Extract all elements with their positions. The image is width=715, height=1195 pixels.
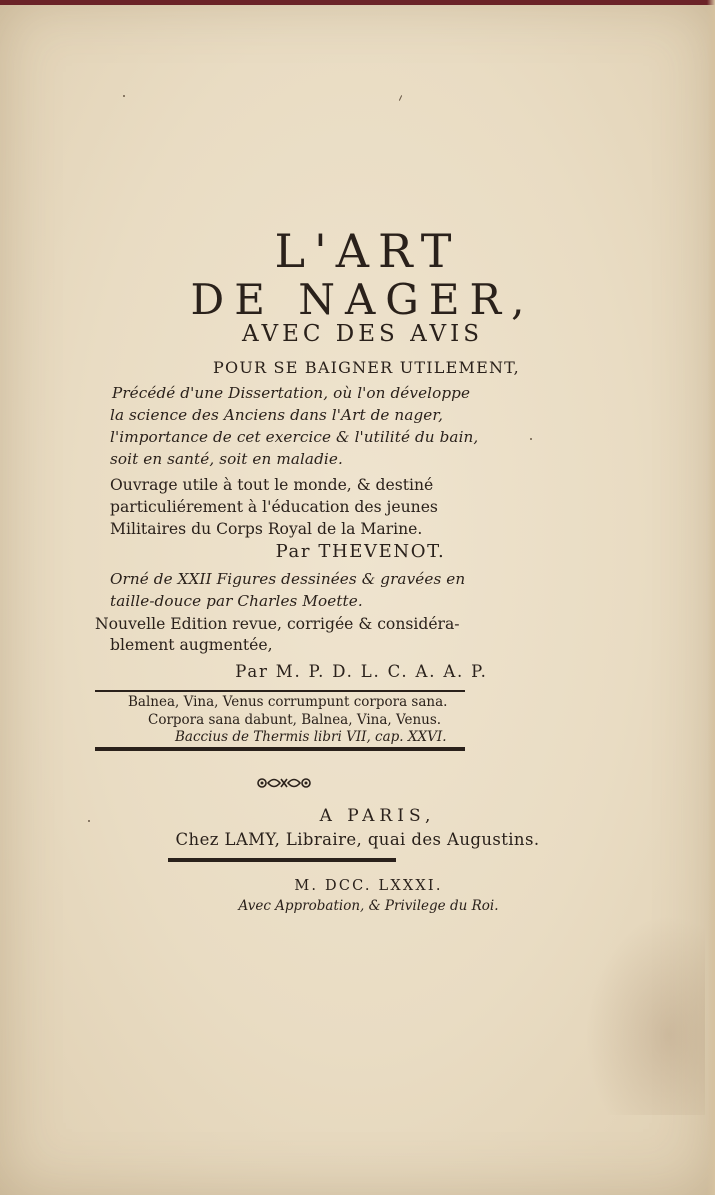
purpose-line: Ouvrage utile à tout le monde, & destiné [110,476,434,494]
illustrations-line: taille-douce par Charles Moette. [110,592,363,610]
epigraph-top-rule [95,690,465,692]
purpose-line: particuliérement à l'éducation des jeunes [110,498,438,516]
epigraph-bottom-rule [95,747,465,751]
paper-speck [399,95,402,101]
epigraph-line: Balnea, Vina, Venus corrumpunt corpora sana. [128,694,448,710]
edition-line: Nouvelle Edition revue, corrigée & considéra- [95,615,460,633]
binding-edge [0,0,715,5]
imprint-year: M. DCC. LXXXI. [294,878,443,894]
purpose-line: Militaires du Corps Royal de la Marine. [110,520,423,538]
imprint-rule [168,858,396,862]
title-line-4: POUR SE BAIGNER UTILEMENT, [213,358,520,377]
imprint-publisher: Chez LAMY, Libraire, quai des Augustins. [175,830,540,849]
paper-stain [585,915,705,1115]
edition-line: blement augmentée, [110,636,273,654]
paper-speck [123,95,125,97]
author-line: Par THEVENOT. [275,541,446,562]
fleuron-ornament [254,774,314,792]
epigraph-citation: Baccius de Thermis libri VII, cap. XXVI. [175,729,447,745]
illustrations-line: Orné de XXII Figures dessinées & gravées en [110,570,466,588]
dissertation-line: soit en santé, soit en maladie. [110,450,343,468]
title-line-2: DE NAGER, [190,275,535,324]
editor-line: Par M. P. D. L. C. A. A. P. [235,662,488,681]
dissertation-line: la science des Anciens dans l'Art de nager, [110,406,443,424]
paper-speck [530,438,532,440]
title-line-1: L'ART [274,224,461,278]
imprint-place: A PARIS, [319,806,436,826]
title-line-3: AVEC DES AVIS [242,321,483,347]
dissertation-line: l'importance de cet exercice & l'utilité du bain, [110,428,479,446]
imprint-privilege: Avec Approbation, & Privilege du Roi. [238,898,499,914]
epigraph-line: Corpora sana dabunt, Balnea, Vina, Venus. [148,712,442,728]
dissertation-line: Précédé d'une Dissertation, où l'on développe [112,384,471,402]
page-edge-shadow [707,0,715,1195]
